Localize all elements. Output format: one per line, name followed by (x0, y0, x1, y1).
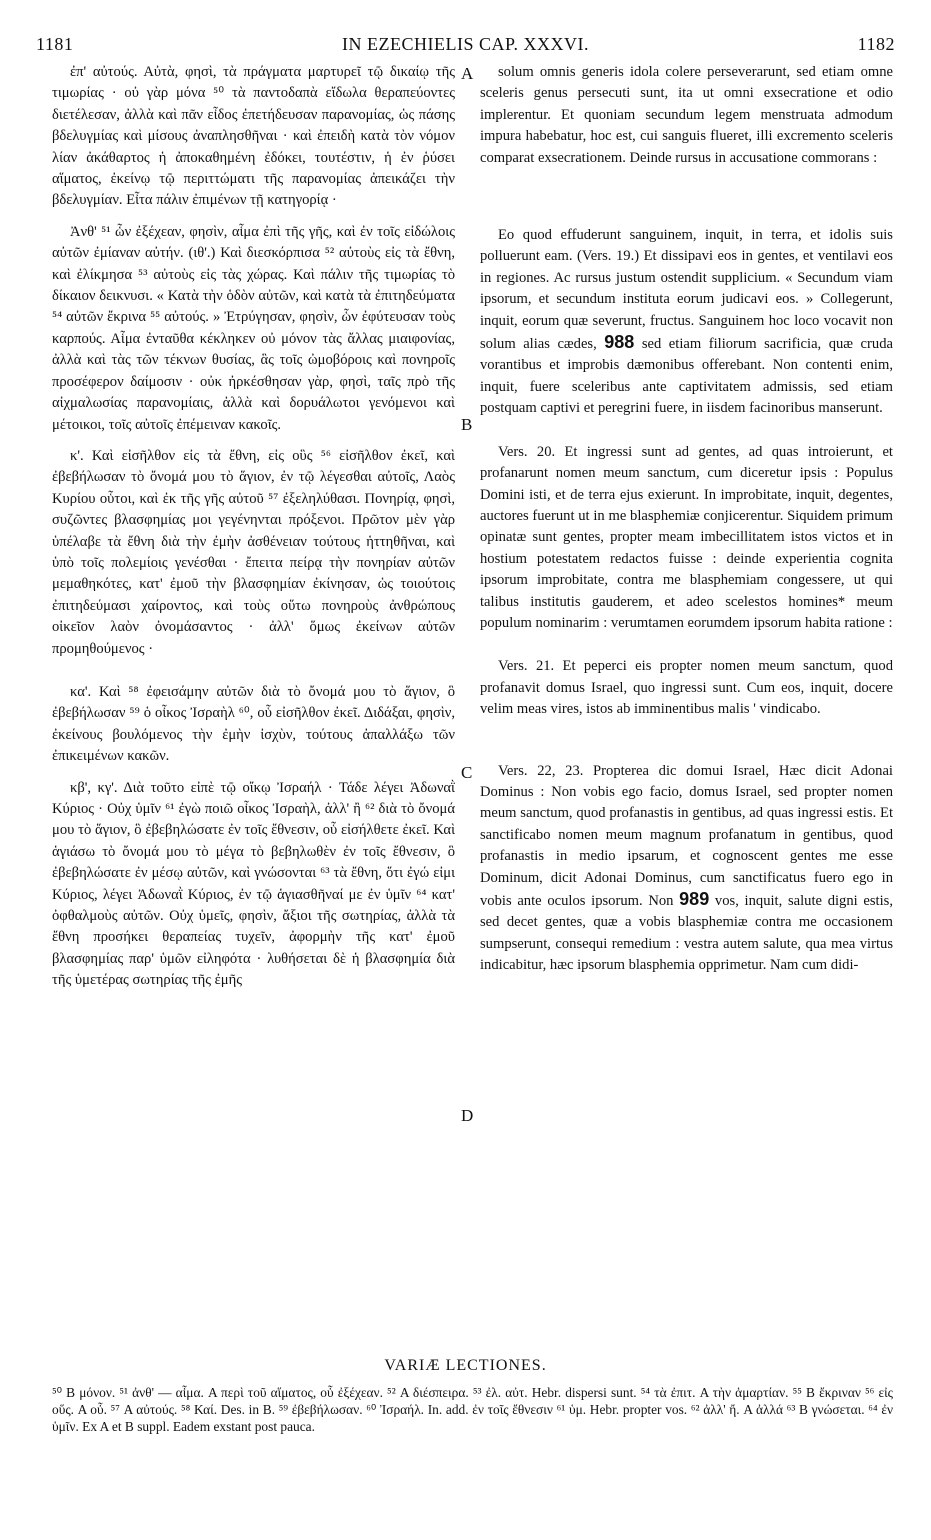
column-number: 989 (679, 889, 710, 909)
page-number-right: 1182 (857, 34, 895, 54)
latin-text: sed etiam filiorum sacrificia, quæ cruda vorantibus et improbis dæmonibus offerebant. Non contenti enim, inquit, fuere sceleribus ante captivitatem admissis, sed etiam postquam captivi et peregrini fuere, in iisdem facinoribus manserunt. (480, 336, 893, 417)
column-marker-a: A (461, 64, 474, 83)
variant-readings: ⁵⁰ B μόνον. ⁵¹ ἀνθ' — αἷμα. A περὶ τοῦ αἵματος, οὗ ἐξέχεαν. ⁵² A διέσπειρα. ⁵³ ἐλ. αὐτ. Hebr. dispersi sunt. ⁵⁴ τὰ ἐπιτ. A τὴν ἁμαρτίαν. ⁵⁵ B ἔκριναν ⁵⁶ εἰς οὕς. A οὗ. ⁵⁷ A αὐτούς. ⁵⁸ Καί. Des. in B. ⁵⁹ ἐβεβήλωσαν. ⁶⁰ Ἰσραήλ. In. add. ἐν τοῖς ἔθνεσιν ⁶¹ ὑμ. Hebr. propter vos. ⁶² ἀλλ' ἤ. A ἀλλά ⁶³ B γνώσεται. ⁶⁴ ἐν ὑμῖν. Ex A et B suppl. Eadem exstant post pauca. (52, 1385, 893, 1434)
column-marker-b: B (461, 415, 473, 434)
variae-lectiones-heading: VARIÆ LECTIONES. (384, 1357, 547, 1374)
running-header (30, 34, 901, 56)
latin-paragraph (480, 761, 893, 977)
page-number-left: 1181 (36, 34, 74, 54)
running-title: IN EZECHIELIS CAP. XXXVI. (342, 34, 589, 54)
latin-paragraph: solum omnis generis idola colere perseverarunt, sed etiam omne sceleris genus persecuti sunt, ita ut omni exsecratione et odio implerentur. Et quoniam secundum legem menstruata admodum impura habebatur, hoc est, cui sanguis flueret, illi excremento sceleris comparat exsecrationem. Deinde rursus in accusatione commorans : (480, 64, 893, 166)
greek-paragraph: Ἀνθ' ⁵¹ ὧν ἐξέχεαν, φησὶν, αἷμα ἐπὶ τῆς γῆς, καὶ ἐν τοῖς εἰδώλοις αὐτῶν ἐμίαναν αὐτήν. (ιθ'.) Καὶ διεσκόρπισα ⁵² αὐτοὺς εἰς τὰ ἔθνη, καὶ ἐλίκμησα ⁵³ αὐτοὺς εἰς τὰς χώρας. Καὶ πάλιν τῆς τιμωρίας τὸ δίκαιον δεικνυσι. « Κατὰ τὴν ὁδὸν αὐτῶν, καὶ κατὰ τὰ ἐπιτηδεύματα ⁵⁴ αὐτῶν ἔκρινα ⁵⁵ αὐτούς. » Ἐτρύγησαν, φησὶν, ὧν ἐφύτευσαν τοὺς καρπούς. Αἷμα ἐνταῦθα κέκληκεν οὐ μόνον τὰς ἄλλας μιαιφονίας, ἀλλὰ καὶ τὰς τῶν τέκνων θυσίας, ἃς τοῖς ὠμοβόροις καὶ πονηροῖς προσέφερον δαίμοσιν · οὐκ ἠρκέσθησαν γὰρ, φησὶ, ταῖς πρὸ τῆς αἰχμαλωσίας παρανομίαις, ἀλλὰ καὶ δορυάλωτοι γενόμενοι καὶ μέτοικοι, τοῖς αὐτοῖς ἐπέμειναν κακοῖς. (52, 223, 455, 433)
latin-text: Vers. 22, 23. Propterea dic domui Israel, Hæc dicit Adonai Dominus : Non vobis ego facio, domus Israel, sed propter nomen meum sanctum, quod profanastis in gentibus, ad quas ingressi estis. Et sanctificabo nomen meum magnum profanatum in gentibus, quod profanastis in medio ipsarum, et cognoscent gentes me esse Dominum, dicit Adonai Dominus, cum sanctificatus fuero ego in vobis ante oculos ipsorum. Non (480, 762, 893, 909)
greek-paragraph: κα'. Καὶ ⁵⁸ ἐφεισάμην αὐτῶν διὰ τὸ ὄνομά μου τὸ ἅγιον, ὃ ἐβεβήλωσαν ⁵⁹ ὁ οἶκος Ἰσραὴλ ⁶⁰, οὗ εἰσῆλθον ἐκεῖ. Διδάξαι, φησὶν, ἐκείνους βουλόμενος τὴν ἐμὴν ἰσχὺν, τούτους ἀπαλλάξω τῶν ἐπικειμένων κακῶν. (52, 683, 455, 765)
latin-paragraph: Vers. 21. Et peperci eis propter nomen meum sanctum, quod profanavit domus Israel, quo ingressi sunt. Cum eos, inquit, docere velim meas vires, istos ab imminentibus malis ' vindicabo. (480, 658, 893, 718)
latin-paragraph (480, 225, 893, 420)
greek-column (52, 62, 455, 1324)
latin-text: vos, inquit, salute digni estis, sed decet gentes, quæ a vobis blasphemiæ contra me occasionem sumpserunt, consequi remedium : vestra autem salute, qua mea virtus indicabitur, hæc ipsorum blasphemia opprimetur. Nam cum didi- (480, 893, 893, 974)
latin-column (480, 62, 893, 1324)
latin-paragraph: Vers. 20. Et ingressi sunt ad gentes, ad quas introierunt, et profanarunt nomen meum sanctum, cum diceretur ipsis : Populus Domini isti, et de terra ejus exierunt. In improbitate, inquit, degentes, auctores fuerunt ut in me blasphemiæ conjicerentur. Siquidem primum opinatæ sunt gentes, propter meam imbecillitatem istos victos et in hostium potestatem redactos fuisse : deinde experientia cognita ipsorum improbitate, contra me blasphemiam congessere, ut qui talibus institutis gauderem, et adeo scelestos homines* meum populum nominarim : verumtamen eorumdem ipsorum habita ratione : (480, 443, 893, 631)
greek-paragraph: κβ', κγ'. Διὰ τοῦτο εἰπὲ τῷ οἴκῳ Ἰσραήλ · Τάδε λέγει Ἀδωναῒ Κύριος · Οὐχ ὑμῖν ⁶¹ ἐγὼ ποιῶ οἶκος Ἰσραὴλ, ἀλλ' ἢ ⁶² διὰ τὸ ὄνομά μου τὸ ἅγιον, ὃ ἐβεβηλώσατε ἐν τοῖς ἔθνεσιν, οὗ εἰσήλθετε ἐκεῖ. Καὶ ἁγιάσω τὸ ὄνομά μου τὸ μέγα τὸ βεβηλωθὲν ἐν τοῖς ἔθνεσιν, ὃ ἐβεβηλώσατε ἐν μέσῳ αὐτῶν, καὶ γνώσονται ⁶³ τὰ ἔθνη, ὅτι ἐγώ εἰμι Κύριος, λέγει Ἀδωναῒ Κύριος, ἐν τῷ ἁγιασθῆναί με ἐν ὑμῖν ⁶⁴ κατ' ὀφθαλμοὺς αὐτῶν. Οὐχ ὑμεῖς, φησὶν, ἄξιοι τῆς σωτηρίας, ἀλλὰ τὰ ἔθνη προσήκει θεραπείας τυχεῖν, ἀφορμὴν τῆς κατ' ἐμοῦ βλασφημίας παρ' ὑμῶν εἰληφότα · λυθήσεται δὲ ἡ βλασφημία διὰ τῆς ὑμετέρας σωτηρίας τῆς ἐμῆς (52, 779, 455, 989)
column-marker-c: C (461, 763, 473, 782)
variae-lectiones-notes (52, 1384, 893, 1435)
greek-paragraph: ἐπ' αὐτούς. Αὐτὰ, φησὶ, τὰ πράγματα μαρτυρεῖ τῷ δικαίῳ τῆς τιμωρίας · οὐ γὰρ μόνα ⁵⁰ τὰ παντοδαπὰ εἴδωλα θεραπεύοντες διετέλεσαν, ἀλλὰ καὶ πᾶν εἶδος ἐπετήδευσαν παρανομίας, ὡς πάσης βδελυγμίας καὶ μίσους ἀναπλησθῆναι · καὶ ἐπειδὴ κατὰ τὸν νόμον λίαν ἀκάθαρτος ἡ ἀποκαθημένη ἐδόκει, τουτέστιν, ἡ ἐν ῥύσει αἵματος, ἐκείνῳ τῷ περιττώματι τῆς παρανομίας ἀπεικάζει τὴν βδελυγμίαν. Εἶτα πάλιν ἐπιμένων τῇ κατηγορίᾳ · (52, 64, 455, 209)
column-marker-d: D (461, 1106, 474, 1125)
greek-paragraph: κ'. Καὶ εἰσῆλθον εἰς τὰ ἔθνη, εἰς οὓς ⁵⁶ εἰσῆλθον ἐκεῖ, καὶ ἐβεβήλωσαν τὸ ὄνομά μου τὸ ἅγιον, ἐν τῷ λέγεσθαι αὐτοῖς, Λαὸς Κυρίου οὗτοι, καὶ ἐκ τῆς γῆς αὐτοῦ ⁵⁷ ἐξεληλύθασι. Πονηρίᾳ, φησὶ, συζῶντες βλασφημίας μοι γεγένηνται πρόξενοι. Πρῶτον μὲν γὰρ ὑπέλαβε τὰ ἔθνη διὰ τὴν ἐμὴν ἀσθένειαν τούτους ἡττηθῆναι, καὶ ὑπὸ τοῖς πολεμίοις γενέσθαι · ἔπειτα πείρᾳ τὴν πονηρίαν αὐτῶν μεμαθηκότες, κατ' ἐμοῦ τὴν βλασφημίαν ἐκίνησαν, ὡς τοιούτοις ἐπιτηδεύμασι χαίροντος, καὶ τοὺς οὕτω πονηροὺς ἀνθρώπους οἰκεῖον λαὸν ὀνομάσαντος · ἀλλ' ὅμως ἐκείνων αὐτῶν προμηθούμενος · (52, 447, 455, 657)
column-number: 988 (604, 332, 635, 353)
latin-text: Eo quod effuderunt sanguinem, inquit, in terra, et idolis suis polluerunt eam. (Vers. 19.) Et dissipavi eos in gentes, et ventilavi eos in regiones. Ac rursus justum ostendit supplicium. « Secundum viam ipsorum, et secundum instituta eorum judicavi eos. » Collegerunt, inquit, eorum quæ severunt, fructus. Sanguinem hoc loco vocavit non solum alias cædes, (480, 227, 893, 353)
